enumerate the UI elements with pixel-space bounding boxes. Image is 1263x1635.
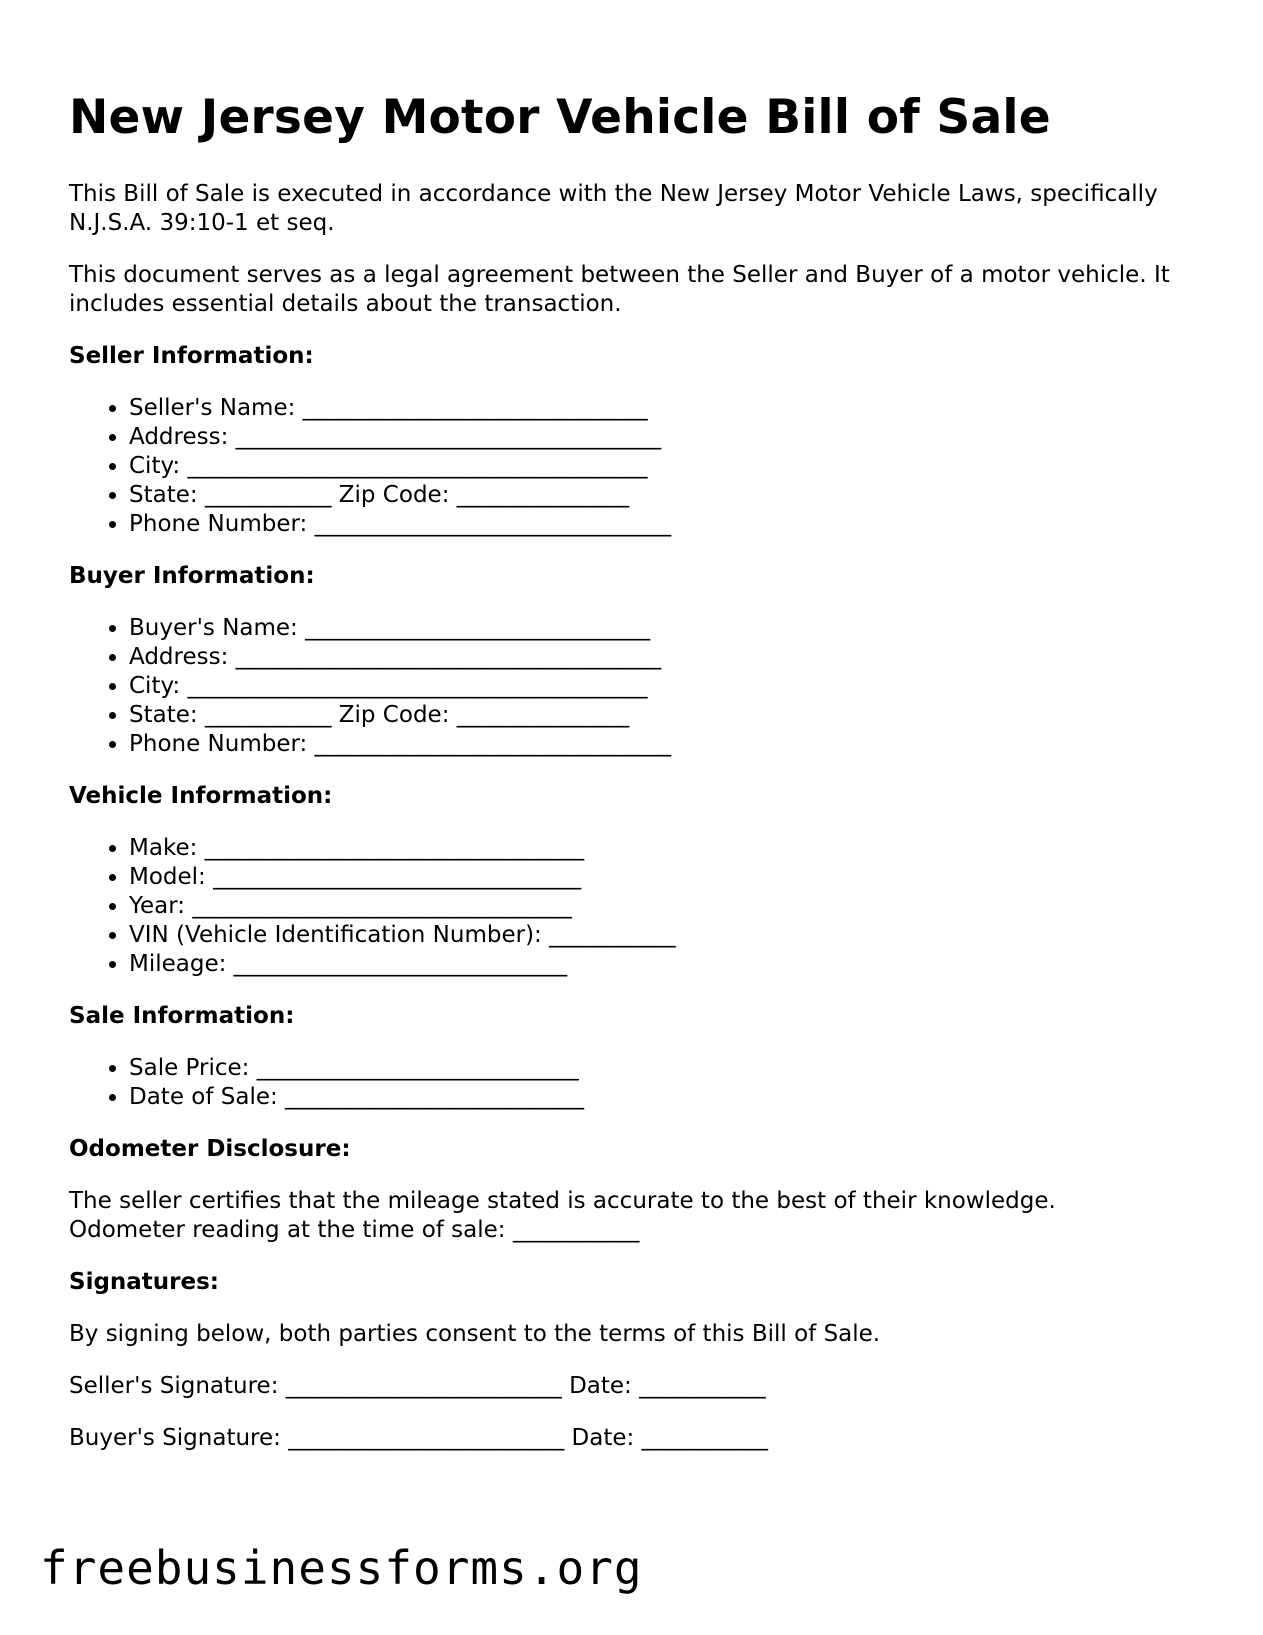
seller-phone-field[interactable]: • Phone Number: _______________________________ [129,510,1209,539]
seller-list [69,394,1209,539]
buyer-state-zip-field[interactable]: • State: ___________ Zip Code: _______________ [129,701,1209,730]
seller-name-field[interactable]: • Seller's Name: ______________________________ [129,394,1209,423]
vehicle-model-field[interactable]: • Model: ________________________________ [129,863,1209,892]
odometer-certification-text: The seller certifies that the mileage stated is accurate to the best of their knowledge. [69,1188,1056,1214]
vehicle-vin-field[interactable]: • VIN (Vehicle Identification Number): ___________ [129,921,1209,950]
seller-city-field[interactable]: • City: ________________________________________ [129,452,1209,481]
seller-signature-line[interactable]: Seller's Signature: ________________________ Date: ___________ [69,1373,766,1399]
vehicle-list [69,834,1209,979]
buyer-name-field[interactable]: • Buyer's Name: ______________________________ [129,614,1209,643]
buyer-city-field[interactable]: • City: ________________________________________ [129,672,1209,701]
intro-paragraph-1: This Bill of Sale is executed in accordance with the New Jersey Motor Vehicle Laws, specifically N.J.S.A. 39:10-1 et seq. [69,181,1158,236]
buyer-address-field[interactable]: • Address: _____________________________________ [129,643,1209,672]
buyer-list [69,614,1209,759]
document-page [69,86,1209,1476]
sale-date-field[interactable]: • Date of Sale: __________________________ [129,1083,1209,1112]
sale-heading: Sale Information: [69,1003,295,1029]
vehicle-make-field[interactable]: • Make: _________________________________ [129,834,1209,863]
sale-list [69,1054,1209,1112]
buyer-heading: Buyer Information: [69,563,315,589]
buyer-signature-line[interactable]: Buyer's Signature: ________________________ Date: ___________ [69,1425,769,1451]
signatures-consent-text: By signing below, both parties consent to the terms of this Bill of Sale. [69,1321,881,1347]
buyer-phone-field[interactable]: • Phone Number: _______________________________ [129,730,1209,759]
odometer-paragraph [69,1187,1209,1245]
document-title: New Jersey Motor Vehicle Bill of Sale [69,90,1051,145]
odometer-heading: Odometer Disclosure: [69,1136,351,1162]
vehicle-heading: Vehicle Information: [69,783,333,809]
intro-paragraph-2: This document serves as a legal agreement between the Seller and Buyer of a motor vehicle. It includes essential details about the transaction. [69,262,1170,317]
sale-price-field[interactable]: • Sale Price: ____________________________ [129,1054,1209,1083]
seller-address-field[interactable]: • Address: _____________________________________ [129,423,1209,452]
footer-watermark: freebusinessforms.org [40,1541,643,1595]
signatures-heading: Signatures: [69,1269,220,1295]
vehicle-year-field[interactable]: • Year: _________________________________ [129,892,1209,921]
odometer-reading-field[interactable]: Odometer reading at the time of sale: ___________ [69,1217,640,1243]
vehicle-mileage-field[interactable]: • Mileage: _____________________________ [129,950,1209,979]
seller-state-zip-field[interactable]: • State: ___________ Zip Code: _______________ [129,481,1209,510]
seller-heading: Seller Information: [69,343,314,369]
